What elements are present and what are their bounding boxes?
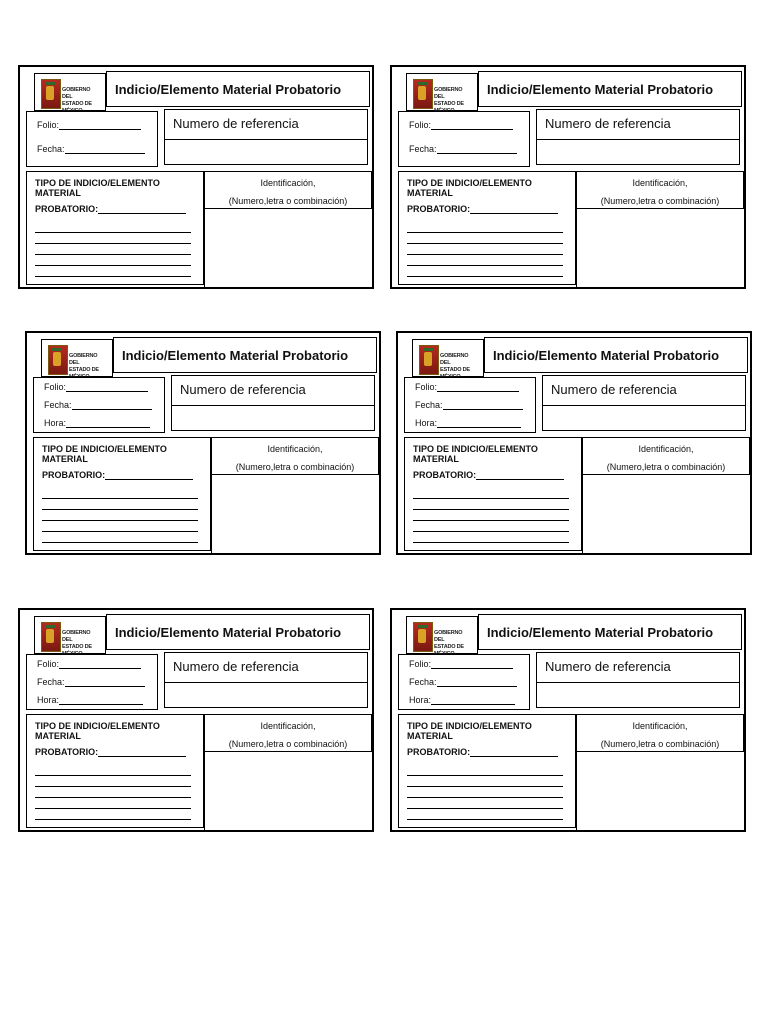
- identification-box: [211, 437, 379, 475]
- state-seal-icon: [413, 79, 433, 109]
- folio-fecha-box: [398, 111, 530, 167]
- identification-box: [576, 714, 744, 752]
- card-1: [18, 65, 374, 289]
- folio-fecha-box: [33, 377, 165, 433]
- government-logo: [417, 344, 479, 374]
- fecha-field[interactable]: Fecha:: [409, 144, 517, 154]
- reference-number-label: Numero de referencia: [537, 653, 739, 683]
- evidence-description-lines[interactable]: [42, 488, 198, 554]
- reference-number-box: [164, 652, 368, 708]
- identification-label: Identificación,: [632, 721, 688, 731]
- card-title: Indicio/Elemento Material Probatorio: [478, 71, 742, 107]
- identification-hint: (Numero,letra o combinación): [235, 462, 355, 472]
- evidence-type-label: TIPO DE INDICIO/ELEMENTO MATERIAL: [413, 444, 538, 464]
- card-title: Indicio/Elemento Material Probatorio: [113, 337, 377, 373]
- identification-hint: (Numero,letra o combinación): [600, 739, 720, 749]
- logo-box: [41, 339, 113, 377]
- reference-number-label: Numero de referencia: [543, 376, 745, 406]
- evidence-type-label: TIPO DE INDICIO/ELEMENTO MATERIAL: [407, 178, 532, 198]
- reference-number-box: [536, 652, 740, 708]
- card-4: [396, 331, 752, 555]
- probatorio-field[interactable]: PROBATORIO:: [407, 747, 558, 757]
- probatorio-field[interactable]: PROBATORIO:: [413, 470, 564, 480]
- logo-text: GOBIERNO DEL ESTADO DE: [434, 630, 464, 650]
- identification-hint: (Numero,letra o combinación): [600, 196, 720, 206]
- fecha-field[interactable]: Fecha:: [37, 677, 145, 687]
- evidence-type-box: [398, 714, 576, 828]
- probatorio-field[interactable]: PROBATORIO:: [407, 204, 558, 214]
- fecha-field[interactable]: Fecha:: [409, 677, 517, 687]
- card-title: Indicio/Elemento Material Probatorio: [478, 614, 742, 650]
- folio-fecha-box: [26, 111, 158, 167]
- evidence-type-label: TIPO DE INDICIO/ELEMENTO MATERIAL: [35, 721, 160, 741]
- hora-field[interactable]: Hora:: [44, 418, 150, 428]
- logo-text: GOBIERNO DEL ESTADO DE: [62, 630, 92, 650]
- card-6: [390, 608, 746, 832]
- identification-label: Identificación,: [632, 178, 688, 188]
- state-seal-icon: [41, 79, 61, 109]
- reference-number-label: Numero de referencia: [165, 653, 367, 683]
- government-logo: [39, 78, 101, 108]
- folio-fecha-box: [26, 654, 158, 710]
- reference-number-label: Numero de referencia: [172, 376, 374, 406]
- reference-number-box: [164, 109, 368, 165]
- fecha-field[interactable]: Fecha:: [37, 144, 145, 154]
- logo-box: [34, 73, 106, 111]
- card-3: [25, 331, 381, 555]
- logo-text: GOBIERNO DEL ESTADO DE: [434, 87, 464, 107]
- logo-box: [412, 339, 484, 377]
- identification-box: [582, 437, 750, 475]
- card-title: Indicio/Elemento Material Probatorio: [106, 614, 370, 650]
- state-seal-icon: [41, 622, 61, 652]
- folio-fecha-box: [404, 377, 536, 433]
- evidence-description-lines[interactable]: [35, 765, 191, 831]
- evidence-type-box: [404, 437, 582, 551]
- identification-hint: (Numero,letra o combinación): [228, 196, 348, 206]
- state-seal-icon: [48, 345, 68, 375]
- evidence-type-label: TIPO DE INDICIO/ELEMENTO MATERIAL: [35, 178, 160, 198]
- evidence-description-lines[interactable]: [407, 222, 563, 288]
- identification-write-area[interactable]: [582, 475, 750, 553]
- folio-field[interactable]: Folio:: [409, 659, 513, 669]
- evidence-type-label: TIPO DE INDICIO/ELEMENTO MATERIAL: [42, 444, 167, 464]
- identification-write-area[interactable]: [576, 209, 744, 287]
- card-2: [390, 65, 746, 289]
- reference-number-box: [542, 375, 746, 431]
- government-logo: [46, 344, 108, 374]
- folio-fecha-box: [398, 654, 530, 710]
- identification-box: [576, 171, 744, 209]
- state-seal-icon: [413, 622, 433, 652]
- identification-hint: (Numero,letra o combinación): [606, 462, 726, 472]
- government-logo: [39, 621, 101, 651]
- evidence-type-box: [398, 171, 576, 285]
- hora-field[interactable]: Hora:: [415, 418, 521, 428]
- logo-text: GOBIERNO DEL ESTADO DE: [440, 353, 470, 373]
- fecha-field[interactable]: Fecha:: [44, 400, 152, 410]
- identification-box: [204, 714, 372, 752]
- identification-label: Identificación,: [638, 444, 694, 454]
- evidence-description-lines[interactable]: [407, 765, 563, 831]
- logo-box: [406, 616, 478, 654]
- government-logo: [411, 621, 473, 651]
- reference-number-label: Numero de referencia: [165, 110, 367, 140]
- hora-field[interactable]: Hora:: [409, 695, 515, 705]
- evidence-type-label: TIPO DE INDICIO/ELEMENTO MATERIAL: [407, 721, 532, 741]
- reference-number-label: Numero de referencia: [537, 110, 739, 140]
- identification-box: [204, 171, 372, 209]
- logo-text: GOBIERNO DEL ESTADO DE: [69, 353, 99, 373]
- identification-label: Identificación,: [267, 444, 323, 454]
- evidence-type-box: [26, 171, 204, 285]
- hora-field[interactable]: Hora:: [37, 695, 143, 705]
- folio-field[interactable]: Folio:: [409, 120, 513, 130]
- reference-number-box: [536, 109, 740, 165]
- card-title: Indicio/Elemento Material Probatorio: [106, 71, 370, 107]
- probatorio-field[interactable]: PROBATORIO:: [42, 470, 193, 480]
- state-seal-icon: [419, 345, 439, 375]
- identification-write-area[interactable]: [204, 209, 372, 287]
- evidence-type-box: [26, 714, 204, 828]
- folio-field[interactable]: Folio:: [37, 659, 141, 669]
- logo-text: GOBIERNO DEL ESTADO DE: [62, 87, 92, 107]
- card-5: [18, 608, 374, 832]
- probatorio-field[interactable]: PROBATORIO:: [35, 204, 186, 214]
- probatorio-field[interactable]: PROBATORIO:: [35, 747, 186, 757]
- identification-write-area[interactable]: [211, 475, 379, 553]
- folio-field[interactable]: Folio:: [37, 120, 141, 130]
- logo-box: [34, 616, 106, 654]
- identification-write-area[interactable]: [204, 752, 372, 830]
- government-logo: [411, 78, 473, 108]
- evidence-type-box: [33, 437, 211, 551]
- fecha-field[interactable]: Fecha:: [415, 400, 523, 410]
- folio-field[interactable]: Folio:: [415, 382, 519, 392]
- folio-field[interactable]: Folio:: [44, 382, 148, 392]
- identification-label: Identificación,: [260, 721, 316, 731]
- evidence-description-lines[interactable]: [413, 488, 569, 554]
- card-title: Indicio/Elemento Material Probatorio: [484, 337, 748, 373]
- evidence-description-lines[interactable]: [35, 222, 191, 288]
- logo-box: [406, 73, 478, 111]
- reference-number-box: [171, 375, 375, 431]
- identification-hint: (Numero,letra o combinación): [228, 739, 348, 749]
- identification-label: Identificación,: [260, 178, 316, 188]
- identification-write-area[interactable]: [576, 752, 744, 830]
